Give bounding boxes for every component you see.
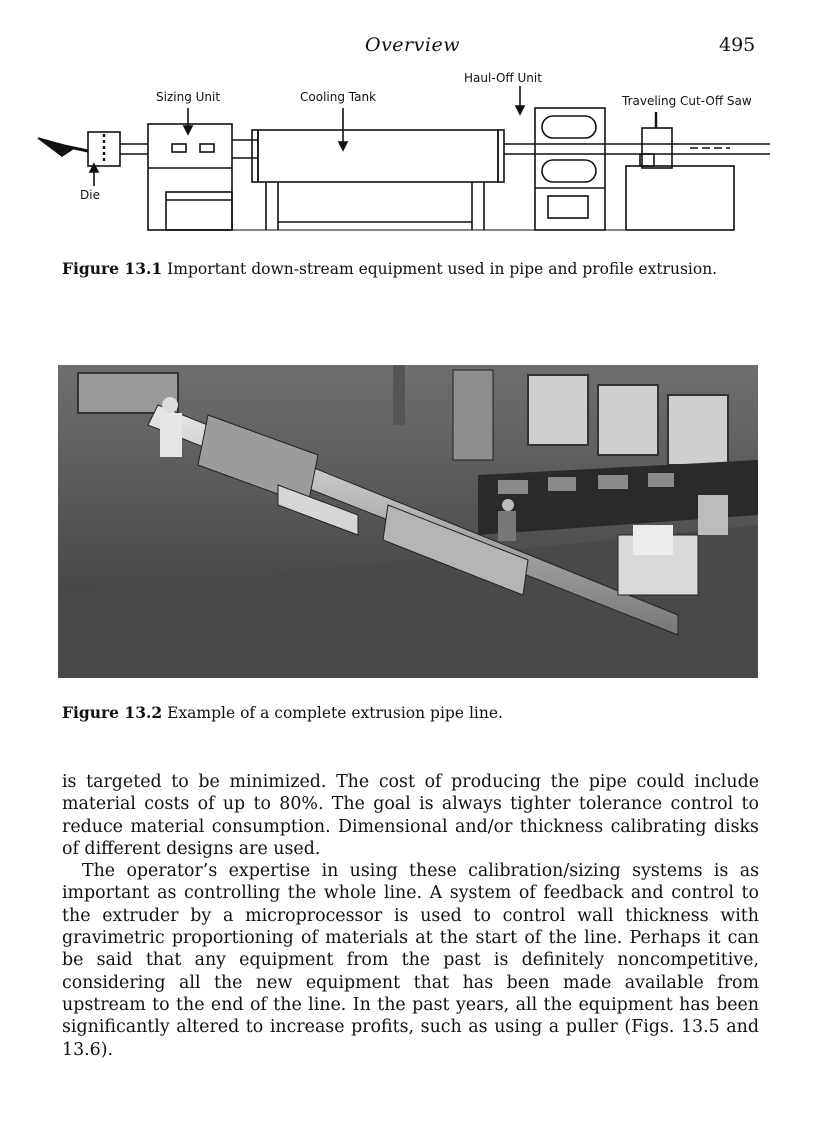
extrusion-line-diagram (30, 68, 790, 248)
figure-13-2-caption-text: Example of a complete extrusion pipe line. (167, 704, 503, 722)
running-header-title: Overview (365, 34, 460, 56)
page-number: 495 (719, 34, 756, 56)
label-haul-off-unit: Haul-Off Unit (464, 71, 542, 85)
label-cooling-tank: Cooling Tank (300, 90, 377, 104)
figure-13-2-caption (62, 702, 759, 724)
label-die: Die (80, 188, 100, 202)
body-paragraph-1: is targeted to be minimized. The cost of producing the pipe could include material costs of up to 80%. The goal is always tighter tolerance control to reduce material consumption. Dimensional and/or thickness calibrating disks of different designs are used. (62, 772, 759, 859)
cooling-tank (258, 130, 498, 182)
body-text (62, 771, 759, 1061)
cut-off-saw (626, 166, 734, 230)
figure-13-1-caption (62, 258, 759, 280)
label-cut-off-saw: Traveling Cut-Off Saw (622, 94, 752, 108)
figure-13-2-label: Figure 13.2 (62, 703, 163, 722)
extrusion-pipe-line-photo (58, 365, 758, 678)
figure-13-1-label: Figure 13.1 (62, 259, 163, 278)
haul-off-unit (535, 108, 605, 230)
label-sizing-unit: Sizing Unit (156, 90, 221, 104)
sizing-unit (148, 124, 232, 230)
figure-13-1-caption-text: Important down-stream equipment used in pipe and profile extrusion. (167, 260, 718, 278)
body-paragraph-2: The operator’s expertise in using these calibration/sizing systems is as important as controlling the whole line. A system of feedback and control to the extruder by a microprocessor is used to control wall thickness with gravimetric proportioning of materials at the start of the line. Perhaps it can be said that any equipment from the past is definitely noncompetitive, considering all the new equipment that has been made available from upstream to the end of the line. In the past years, all the equipment has been significantly altered to increase profits, such as using a puller (Figs. 13.5 and 13.6). (62, 861, 759, 1060)
